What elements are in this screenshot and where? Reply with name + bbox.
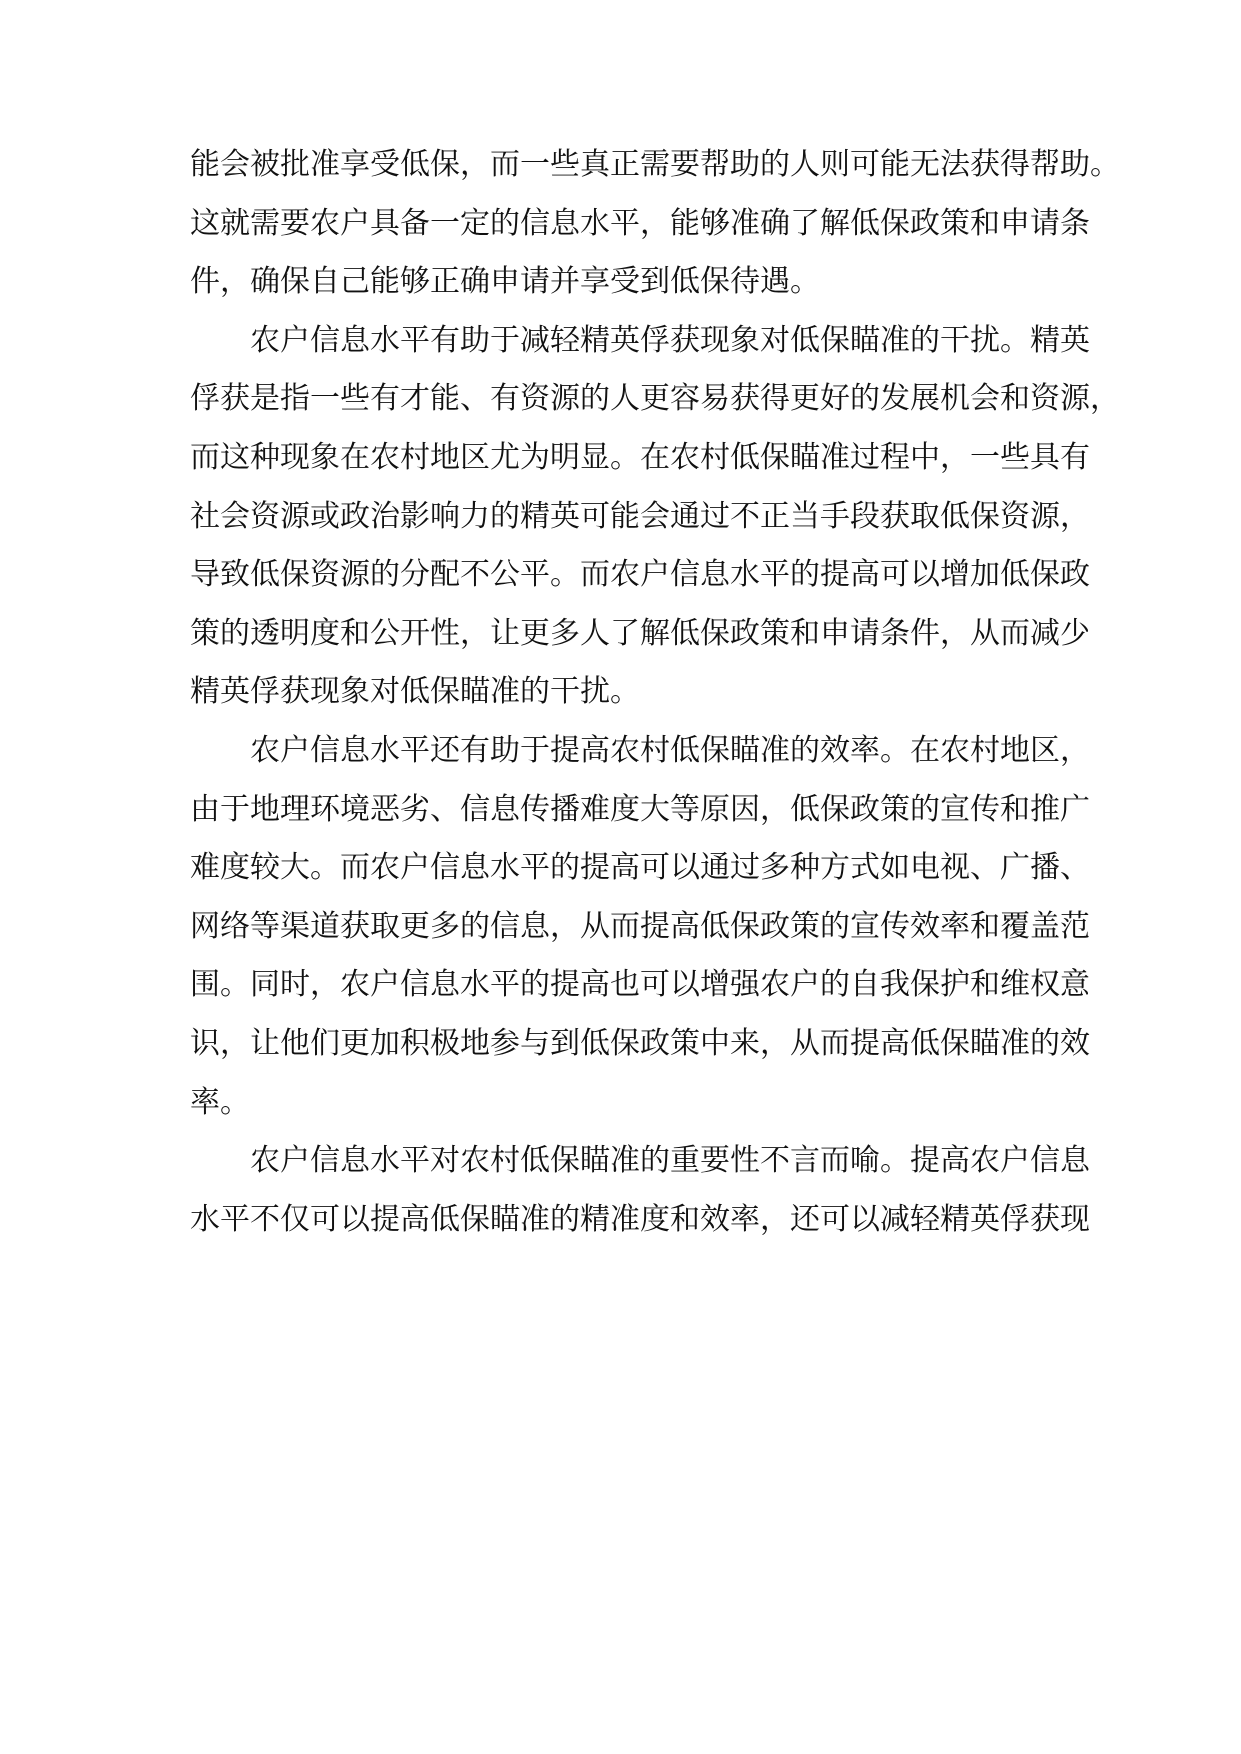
text-line: 识，让他们更加积极地参与到低保政策中来，从而提高低保瞄准的效 <box>190 1025 1090 1061</box>
text-line: 而这种现象在农村地区尤为明显。在农村低保瞄准过程中，一些具有 <box>190 439 1090 475</box>
text-line: 率。 <box>190 1084 250 1120</box>
text-line: 由于地理环境恶劣、信息传播难度大等原因，低保政策的宣传和推广 <box>190 791 1090 827</box>
document-body <box>190 136 1120 1249</box>
text-line: 围。同时，农户信息水平的提高也可以增强农户的自我保护和维权意 <box>190 967 1090 1003</box>
text-line: 精英俘获现象对低保瞄准的干扰。 <box>190 674 640 710</box>
text-line: 导致低保资源的分配不公平。而农户信息水平的提高可以增加低保政 <box>190 557 1090 593</box>
text-line: 农户信息水平有助于减轻精英俘获现象对低保瞄准的干扰。精英 <box>250 322 1090 358</box>
text-line: 难度较大。而农户信息水平的提高可以通过多种方式如电视、广播、 <box>190 850 1090 886</box>
text-line: 社会资源或政治影响力的精英可能会通过不正当手段获取低保资源， <box>190 498 1090 534</box>
text-line: 农户信息水平还有助于提高农村低保瞄准的效率。在农村地区， <box>250 732 1090 768</box>
text-line: 俘获是指一些有才能、有资源的人更容易获得更好的发展机会和资源， <box>190 381 1120 417</box>
text-line: 网络等渠道获取更多的信息，从而提高低保政策的宣传效率和覆盖范 <box>190 908 1090 944</box>
text-line: 水平不仅可以提高低保瞄准的精准度和效率，还可以减轻精英俘获现 <box>190 1201 1090 1237</box>
text-line: 策的透明度和公开性，让更多人了解低保政策和申请条件，从而减少 <box>190 615 1090 651</box>
text-line: 农户信息水平对农村低保瞄准的重要性不言而喻。提高农户信息 <box>250 1143 1090 1179</box>
text-line: 件，确保自己能够正确申请并享受到低保待遇。 <box>190 264 820 300</box>
text-line: 能会被批准享受低保，而一些真正需要帮助的人则可能无法获得帮助。 <box>190 147 1120 182</box>
text-line: 这就需要农户具备一定的信息水平，能够准确了解低保政策和申请条 <box>190 205 1090 241</box>
